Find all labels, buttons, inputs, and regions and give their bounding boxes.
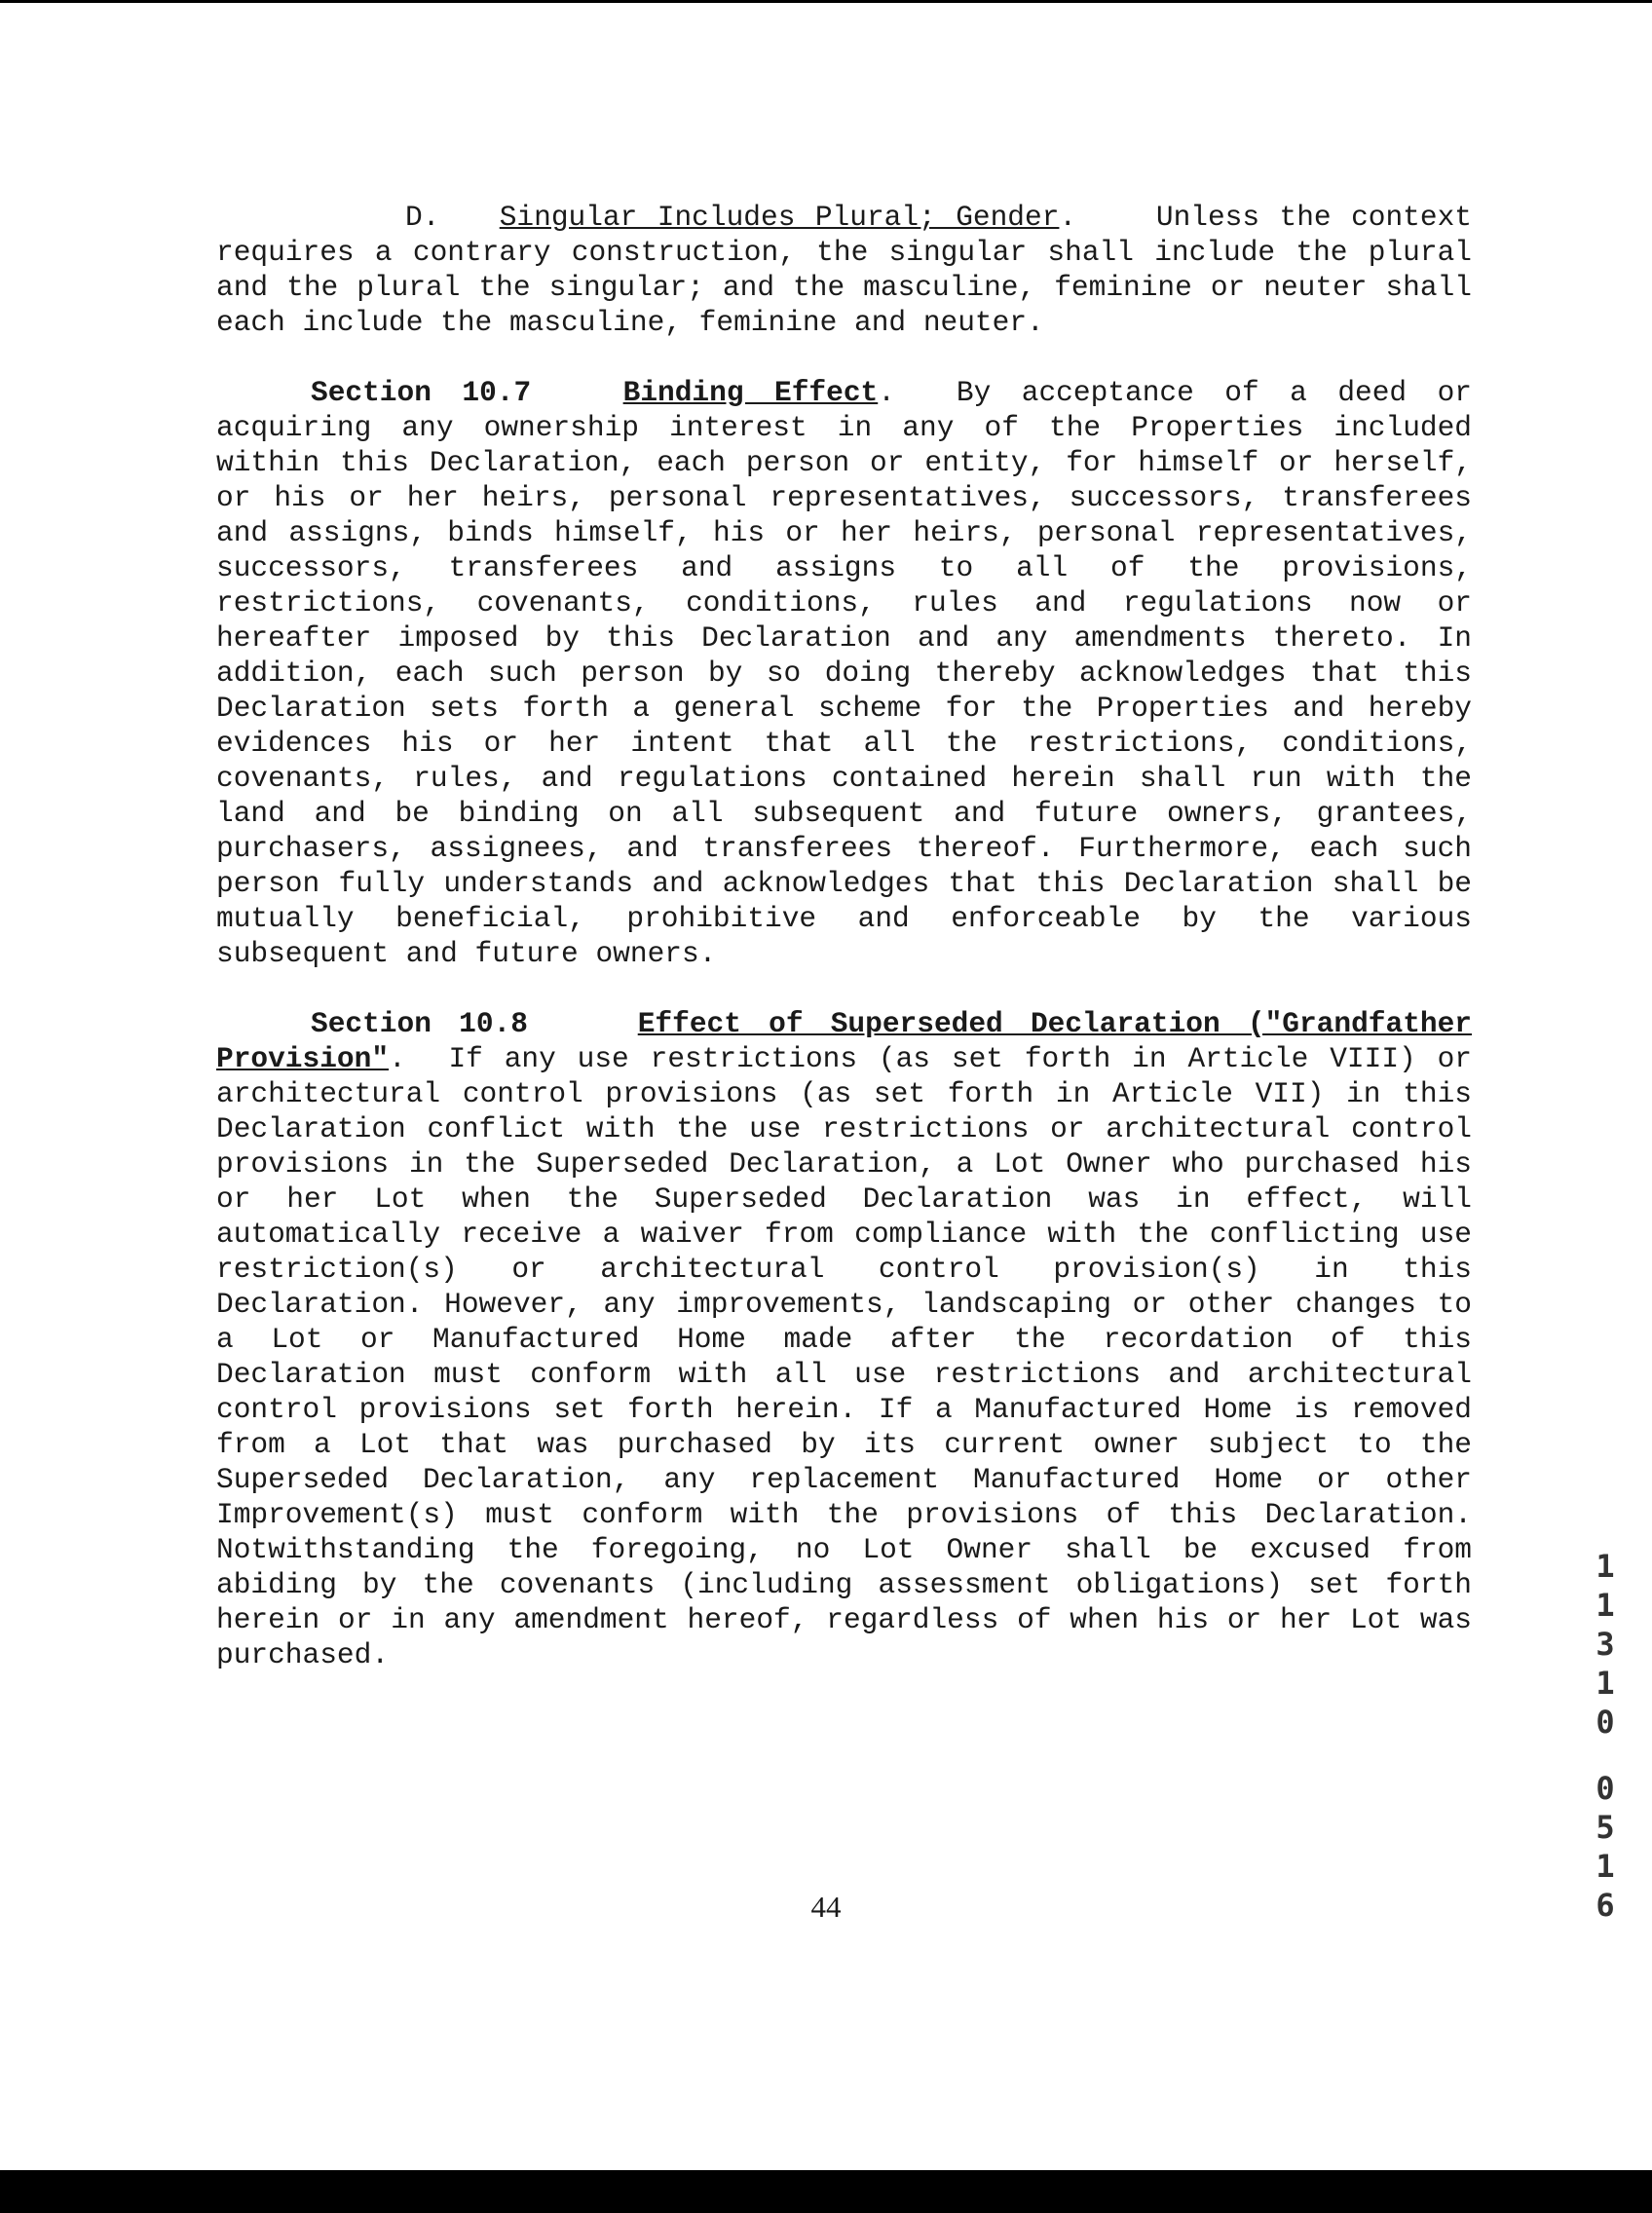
- scan-bottom-edge: [0, 2170, 1652, 2213]
- section-d-label: D.: [405, 201, 440, 234]
- stamp-digit: 1: [1596, 1587, 1615, 1624]
- stamp-digit: 1: [1596, 1665, 1615, 1702]
- section-10-8-paragraph: [216, 1006, 1472, 1672]
- section-d-body: Unless the context requires a contrary construction, the singular shall include the plural and the plural the singular; and the masculine, feminine or neuter shall each include the masculine, feminine and neuter.: [216, 201, 1472, 339]
- section-10-7-body: By acceptance of a deed or acquiring any ownership interest in any of the Properties included within this Declaration, each person or entity, for himself or herself, or his or her heirs, personal representatives, successors, transferees and assigns, binds himself, his or her heirs, personal representatives, successors, transferees and assigns to all of the provisions, restrictions, covenants, conditions, rules and regulations now or hereafter imposed by this Declaration and any amendments thereto. In addition, each such person by so doing thereby acknowledges that this Declaration sets forth a general scheme for the Properties and hereby evidences his or her intent that all the restrictions, conditions, covenants, rules, and regulations contained herein shall run with the land and be binding on all subsequent and future owners, grantees, purchasers, assignees, and transferees thereof. Furthermore, each such person fully understands and acknowledges that this Declaration shall be mutually beneficial, prohibitive and enforceable by the various subsequent and future owners.: [216, 376, 1473, 970]
- section-10-8-number: Section 10.8: [311, 1007, 528, 1040]
- stamp-digit: 5: [1596, 1809, 1615, 1846]
- stamp-digit: 0: [1596, 1704, 1615, 1741]
- section-10-8-heading: Effect of Superseded Declaration ("Grandfather Provision": [216, 1007, 1473, 1075]
- stamp-digit: 0: [1596, 1770, 1615, 1807]
- section-10-7-number: Section 10.7: [311, 376, 532, 409]
- section-d-paragraph: [216, 200, 1472, 340]
- page-number: 44: [810, 1890, 842, 1924]
- section-10-8-heading-punct: .: [389, 1042, 406, 1075]
- stamp-digit: 6: [1596, 1887, 1615, 1924]
- document-page: [216, 200, 1472, 1672]
- recording-number-stamp: [1586, 1547, 1625, 1925]
- stamp-digit: 1: [1596, 1548, 1615, 1585]
- section-10-7-paragraph: [216, 375, 1472, 971]
- section-10-8-body: If any use restrictions (as set forth in Article VIII) or architectural control provisions (as set forth in Article VII) in this Declaration conflict with the use restrictions or architectural control provisions in the Superseded Declaration, a Lot Owner who purchased his or her Lot when the Superseded Declaration was in effect, will automatically receive a waiver from compliance with the conflicting use restriction(s) or architectural control provision(s) in this Declaration. However, any improvements, landscaping or other changes to a Lot or Manufactured Home made after the recordation of this Declaration must conform with all use restrictions and architectural control provisions set forth herein. If a Manufactured Home is removed from a Lot that was purchased by its current owner subject to the Superseded Declaration, any replacement Manufactured Home or other Improvement(s) must conform with the provisions of this Declaration. Notwithstanding the foregoing, no Lot Owner shall be excused from abiding by the covenants (including assessment obligations) set forth herein or in any amendment hereof, regardless of when his or her Lot was purchased.: [216, 1042, 1472, 1671]
- scan-top-edge: [0, 0, 1652, 3]
- section-10-7-heading-punct: .: [878, 376, 895, 409]
- section-10-7-heading: Binding Effect: [622, 376, 879, 409]
- section-d-heading: Singular Includes Plural; Gender: [499, 201, 1060, 234]
- stamp-digit: 3: [1596, 1626, 1615, 1663]
- stamp-digit: 1: [1596, 1848, 1615, 1885]
- section-d-heading-punct: .: [1059, 201, 1077, 234]
